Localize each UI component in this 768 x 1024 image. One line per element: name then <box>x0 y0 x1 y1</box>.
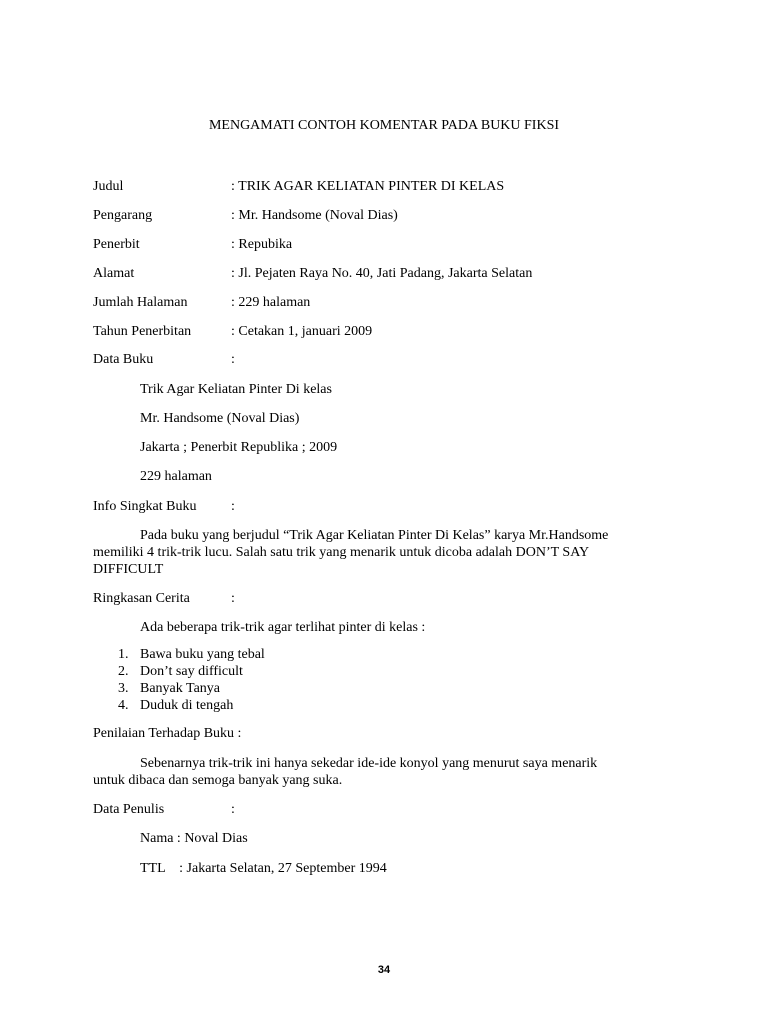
penulis-nama: Nama : Noval Dias <box>140 831 248 846</box>
list-number: 3. <box>118 681 129 696</box>
field-value: : TRIK AGAR KELIATAN PINTER DI KELAS <box>231 179 505 194</box>
info-line-text: Pada buku yang berjudul “Trik Agar Keliatan Pinter Di Kelas” karya Mr.Handsome <box>140 528 609 543</box>
list-item <box>118 697 265 714</box>
info-colon: : <box>231 499 235 514</box>
penilaian-line: untuk dibaca dan semoga banyak yang suka. <box>93 773 343 788</box>
list-text: Banyak Tanya <box>140 681 221 696</box>
list-item <box>118 663 265 680</box>
tips-list <box>118 646 265 714</box>
field-value: : Jl. Pejaten Raya No. 40, Jati Padang, Jakarta Selatan <box>231 266 533 281</box>
info-line: memiliki 4 trik-trik lucu. Salah satu trik yang menarik untuk dicoba adalah DON’T SAY <box>93 545 590 560</box>
ringkasan-label: Ringkasan Cerita <box>93 591 190 606</box>
data-buku-halaman: 229 halaman <box>140 469 212 484</box>
info-line <box>93 527 653 544</box>
data-buku-penerbit: Jakarta ; Penerbit Republika ; 2009 <box>140 440 338 455</box>
page-number: 34 <box>377 964 391 976</box>
field-value: : Cetakan 1, januari 2009 <box>231 324 373 339</box>
field-value: : Mr. Handsome (Noval Dias) <box>231 208 398 223</box>
penulis-label: Data Penulis <box>93 802 165 817</box>
list-number: 1. <box>118 647 129 662</box>
field-value: : Repubika <box>231 237 293 252</box>
data-buku-pengarang: Mr. Handsome (Noval Dias) <box>140 411 300 426</box>
page-title: MENGAMATI CONTOH KOMENTAR PADA BUKU FIKSI <box>208 118 560 133</box>
penulis-colon: : <box>231 802 235 817</box>
info-paragraph <box>93 527 653 578</box>
field-label: Penerbit <box>93 237 140 252</box>
penilaian-paragraph <box>93 755 653 789</box>
list-number: 4. <box>118 698 129 713</box>
field-value: : <box>231 352 235 367</box>
ringkasan-colon: : <box>231 591 235 606</box>
penilaian-line-text: Sebenarnya trik-trik ini hanya sekedar ide-ide konyol yang menurut saya menarik <box>140 756 598 771</box>
field-label: Judul <box>93 179 124 194</box>
field-label: Jumlah Halaman <box>93 295 188 310</box>
field-value: : 229 halaman <box>231 295 311 310</box>
list-item <box>118 646 265 663</box>
list-text: Don’t say difficult <box>140 664 243 679</box>
data-buku-judul: Trik Agar Keliatan Pinter Di kelas <box>140 382 332 397</box>
list-item <box>118 680 265 697</box>
penulis-ttl: TTL : Jakarta Selatan, 27 September 1994 <box>140 861 387 876</box>
info-label: Info Singkat Buku <box>93 499 197 514</box>
info-line: DIFFICULT <box>93 562 164 577</box>
list-number: 2. <box>118 664 129 679</box>
list-text: Bawa buku yang tebal <box>140 647 265 662</box>
field-label: Pengarang <box>93 208 153 223</box>
field-label: Tahun Penerbitan <box>93 324 192 339</box>
field-label: Alamat <box>93 266 135 281</box>
penilaian-line <box>93 755 653 772</box>
list-text: Duduk di tengah <box>140 698 234 713</box>
ringkasan-intro: Ada beberapa trik-trik agar terlihat pinter di kelas : <box>140 620 426 635</box>
field-label: Data Buku <box>93 352 154 367</box>
penilaian-label: Penilaian Terhadap Buku : <box>93 726 242 741</box>
